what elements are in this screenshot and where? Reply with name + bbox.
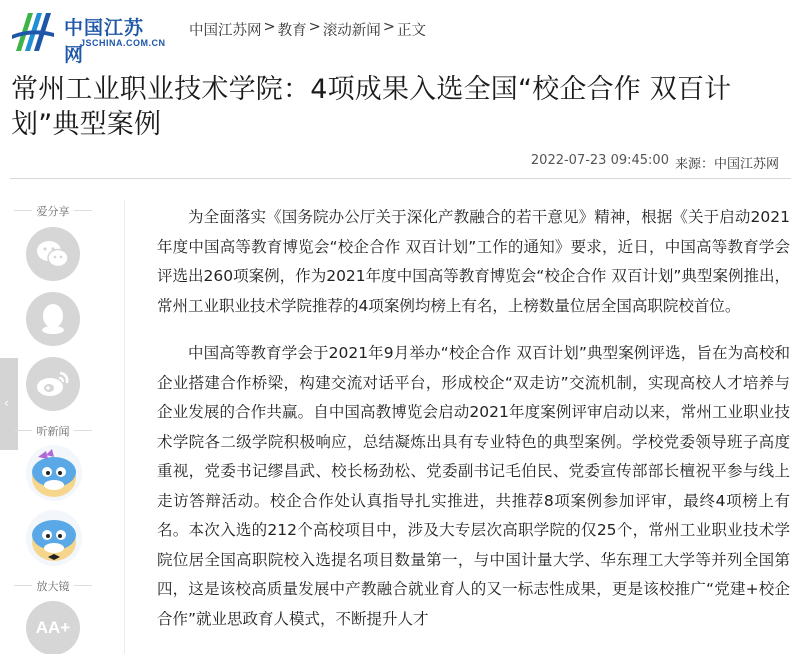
female-voice-avatar-icon	[26, 445, 82, 501]
site-header	[0, 0, 799, 66]
sidebar-divider	[124, 200, 125, 654]
title-divider	[10, 178, 791, 179]
breadcrumb-scroll-news[interactable]: 滚动新闻	[322, 23, 381, 39]
article-meta	[531, 153, 779, 172]
breadcrumb-current: 正文	[396, 23, 426, 39]
article-source: 来源：中国江苏网	[674, 157, 779, 172]
breadcrumb-separator: >	[263, 19, 276, 35]
listen-female-voice-button[interactable]	[26, 445, 82, 501]
zoom-text-icon: AA+	[35, 618, 71, 637]
zoom-label: 放大镜	[8, 578, 98, 594]
breadcrumb-separator: >	[382, 19, 395, 35]
qq-icon	[39, 303, 67, 335]
site-logo[interactable]	[10, 5, 166, 66]
article-paragraph: 中国高等教育学会于2021年9月举办“校企合作 双百计划”典型案例评选，旨在为高校和企业搭建合作桥梁，构建交流对话平台，形成校企“双走访”交流机制，实现高校人才培养与企业发展的合作共赢。自中国高教博览会启动2021年度案例评审启动以来，常州工业职业技术学院各二级学院积极响应，总结凝炼出具有专业特色的典型案例。学校党委领导班子高度重视，党委书记缪昌武、校长杨劲松、党委副书记毛伯民、党委宣传部部长檀祝平参与线上走访答辩活动。校企合作处认真指导扎实推进，共推荐8项案例参加评审，最终4项榜上有名。本次入选的212个高校项目中，涉及大专层次高职学院的仅25个，常州工业职业技术学院位居全国高职院校入选提名项目数量第一，与中国计量大学、华东理工大学等并列全国第四，这是该校高质量发展中产教融合就业育人的又一标志性成果，更是该校推广“党建+校企合作”就业思政育人模式，不断提升人才	[157, 344, 790, 628]
weibo-share-button[interactable]	[26, 357, 80, 411]
weibo-icon	[36, 369, 70, 399]
qq-share-button[interactable]	[26, 292, 80, 346]
logo-en-text: JSCHINA.COM.CN	[80, 38, 166, 48]
listen-male-voice-button[interactable]	[26, 510, 82, 566]
wechat-share-button[interactable]	[26, 227, 80, 281]
listen-label: 听新闻	[8, 423, 98, 439]
breadcrumb-separator: >	[308, 19, 321, 35]
jschina-logo-icon	[10, 5, 56, 57]
side-tab-arrow: ‹	[4, 396, 9, 410]
breadcrumb-education[interactable]: 教育	[277, 23, 307, 39]
wechat-icon	[36, 239, 70, 269]
zoom-button[interactable]	[26, 601, 80, 654]
logo-cn-text: 中国江苏网	[64, 17, 145, 66]
article-paragraph: 为全面落实《国务院办公厅关于深化产教融合的若干意见》精神，根据《关于启动2021年度中国高等教育博览会“校企合作 双百计划”工作的通知》要求，近日，中国高等教育学会评选出260项案例，作为2021年度中国高等教育博览会“校企合作 双百计划”典型案例推出，常州工业职业技术学院推荐的4项案例均榜上有名，上榜数量位居全国高职院校首位。	[157, 208, 790, 315]
article-title: 常州工业职业技术学院：4项成果入选全国“校企合作 双百计划”典型案例	[11, 74, 732, 140]
article-datetime: 2022-07-23 09:45:00	[530, 153, 669, 168]
male-voice-avatar-icon	[26, 510, 82, 566]
breadcrumb-home[interactable]: 中国江苏网	[189, 23, 262, 39]
article-body	[157, 203, 790, 652]
breadcrumb	[189, 19, 426, 40]
share-label: 爱分享	[8, 203, 98, 219]
